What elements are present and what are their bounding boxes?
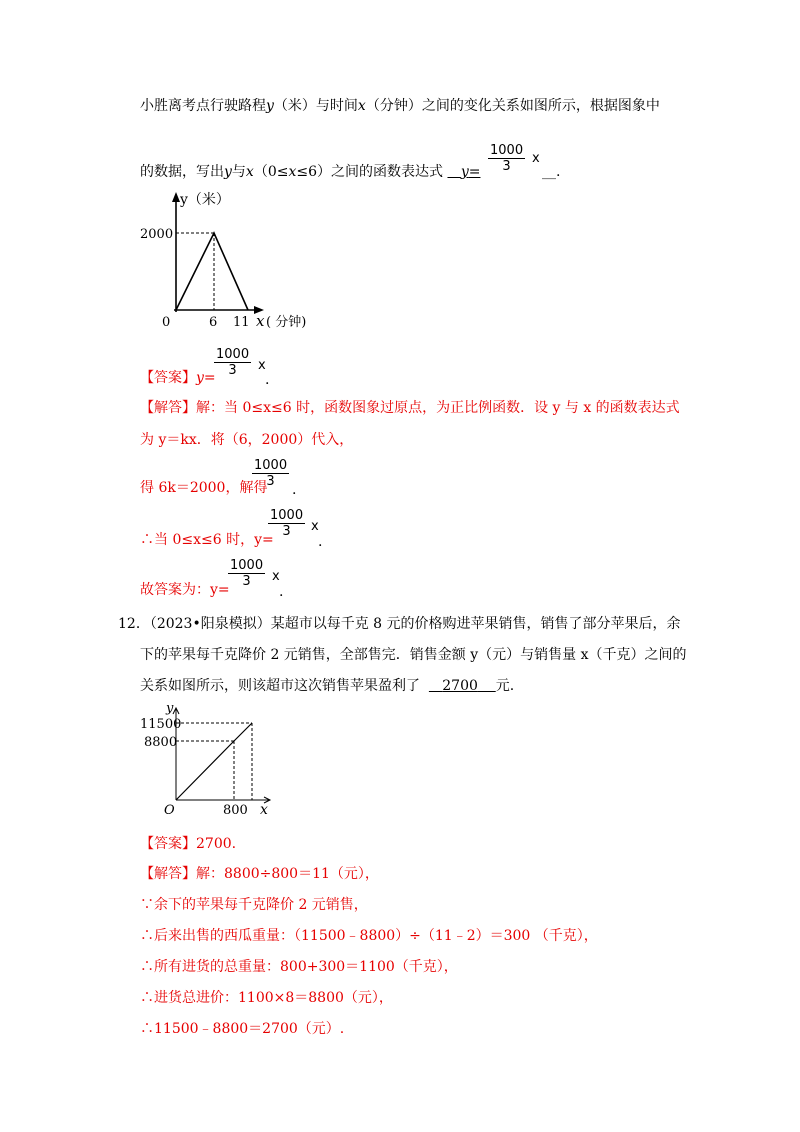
q11-sol5-end: . bbox=[279, 584, 284, 600]
q11-tick-6: 6 bbox=[209, 315, 218, 330]
q12-solution-line-3: ∴后来出售的西瓜重量：（11500﹣8800）÷（11﹣2）＝300 （千克）， bbox=[140, 928, 598, 944]
q11-solution-line-5: 故答案为：y= bbox=[140, 582, 230, 598]
q12-line-1: 12．（2023•阳泉模拟）某超市以每千克 8 元的价格购进苹果销售，销售了部分苹果后，余 bbox=[118, 616, 681, 632]
q11-answer-fraction: 1000 3 bbox=[216, 347, 250, 378]
q11-y-label: y（米） bbox=[180, 192, 230, 208]
q12-line-3: 关系如图所示，则该超市这次销售苹果盈利了 2700 元. bbox=[140, 678, 515, 694]
q11-line-1: 小胜离考点行驶路程y（米）与时间x（分钟）之间的变化关系如图所示，根据图象中 bbox=[140, 98, 660, 114]
q11-series-line bbox=[176, 233, 248, 310]
q11-solution-line-4: ∴当 0≤x≤6 时，y= bbox=[140, 532, 274, 548]
q11-x-label: x bbox=[256, 312, 265, 330]
q12-y-label: y bbox=[166, 701, 174, 716]
q11-solution-line-1: 【解答】解：当 0≤x≤6 时，函数图象过原点，为正比例函数．设 y 与 x 的函数表达式 bbox=[140, 400, 680, 416]
q11-sol4-fraction: 1000 3 bbox=[270, 508, 304, 539]
q11-sol4-end: . bbox=[318, 534, 323, 550]
q11-sol5-fraction: 1000 3 bbox=[230, 558, 264, 589]
q11-x-unit: ( 分钟) bbox=[266, 315, 307, 330]
q12-tick-11500: 11500 bbox=[140, 717, 182, 732]
q12-origin: O bbox=[164, 803, 175, 818]
q12-solution-line-4: ∴所有进货的总重量：800+300＝1100（千克）， bbox=[140, 959, 458, 975]
q12-solution-line-1: 【解答】解：8800÷800＝11（元）， bbox=[140, 866, 379, 882]
q11-y-arrow bbox=[172, 192, 180, 202]
q11-sol3-fraction: 1000 3 bbox=[254, 458, 288, 489]
q12-series-line bbox=[176, 723, 252, 800]
q12-x-label: x bbox=[260, 802, 268, 818]
q11-answer-end: . bbox=[265, 372, 270, 388]
q11-solution-line-2: 为 y＝kx．将（6，2000）代入， bbox=[140, 432, 354, 448]
q11-distance-time-graph bbox=[140, 188, 330, 338]
q12-solution-line-2: ∵余下的苹果每千克降价 2 元销售， bbox=[140, 897, 368, 913]
q11-tick-2000: 2000 bbox=[140, 227, 174, 242]
q12-sales-graph bbox=[140, 700, 300, 825]
q11-answer: 【答案】y= bbox=[140, 370, 216, 386]
q12-answer-blank: 2700 bbox=[442, 678, 478, 694]
answer-blank-prefix: y= bbox=[460, 164, 481, 180]
q11-sol3-end: . bbox=[292, 482, 297, 498]
q11-solution-line-3: 得 6k＝2000，解得 bbox=[140, 480, 268, 496]
q12-tick-800: 800 bbox=[223, 803, 248, 818]
q11-answer-x: x bbox=[258, 358, 266, 373]
q11-tick-0: 0 bbox=[162, 315, 171, 330]
q12-solution-line-5: ∴进货总进价：1100×8＝8800（元）， bbox=[140, 990, 393, 1006]
q11-blank-x: x bbox=[532, 151, 540, 166]
q12-solution-line-6: ∴11500﹣8800＝2700（元）. bbox=[140, 1021, 345, 1037]
q11-sol5-x: x bbox=[272, 569, 280, 584]
q11-blank-fraction: 1000 3 bbox=[490, 143, 524, 174]
q12-answer: 【答案】2700. bbox=[140, 836, 237, 852]
q11-line-2: 的数据，写出y与x（0≤x≤6）之间的函数表达式 y= bbox=[140, 164, 481, 180]
q12-line-2: 下的苹果每千克降价 2 元销售，全部售完．销售金额 y（元）与销售量 x（千克）之间的 bbox=[140, 647, 687, 663]
q12-tick-8800: 8800 bbox=[144, 735, 178, 750]
q11-tick-11: 11 bbox=[233, 315, 250, 330]
q11-blank-end: __. bbox=[542, 164, 561, 180]
q11-sol4-x: x bbox=[311, 519, 319, 534]
